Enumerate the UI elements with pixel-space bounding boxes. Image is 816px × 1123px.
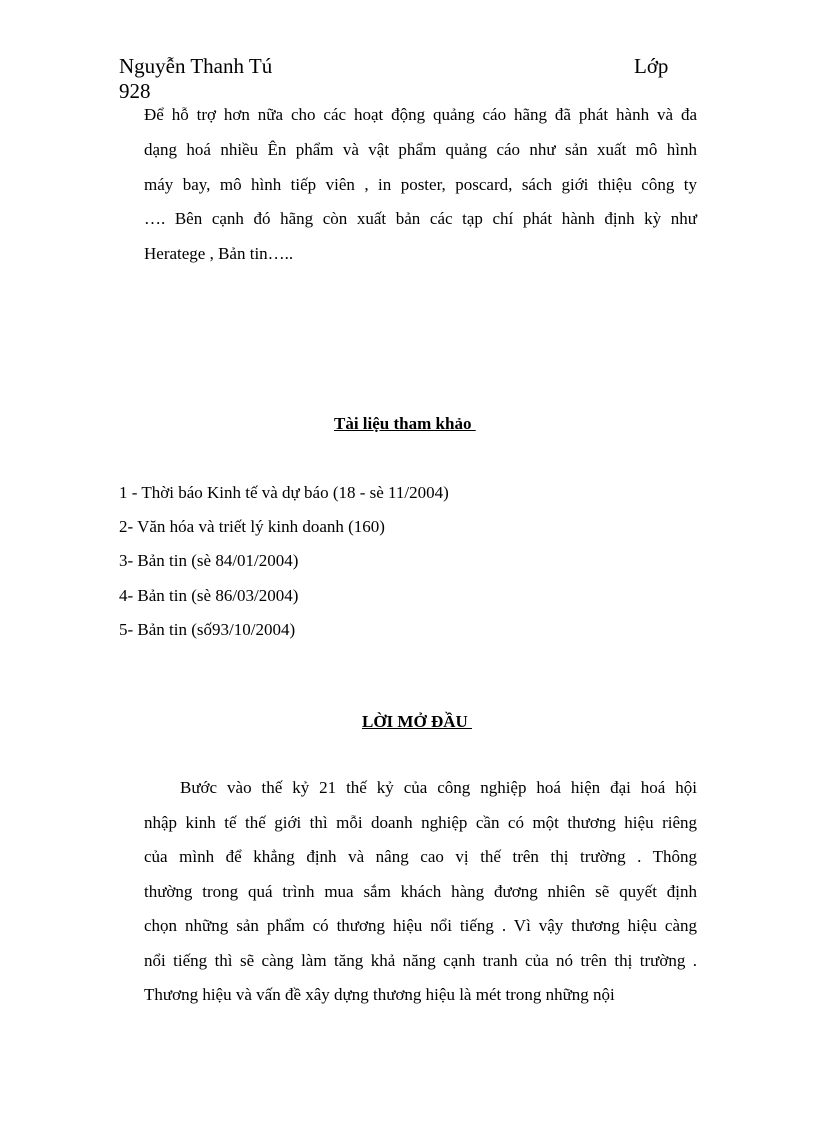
preface-heading: LỜI MỞ ĐẦU — [362, 712, 473, 731]
references-heading: Tài liệu tham khảo — [334, 414, 476, 433]
paragraph-line: Thương hiệu và vấn đề xây dựng thương hiệu là mét trong những nội — [144, 985, 615, 1004]
paragraph-line: của mình để khẳng định và nâng cao vị thế trên thị trường . Thông — [144, 847, 697, 866]
paragraph-line: …. Bên cạnh đó hãng còn xuất bản các tạp chí phát hành định kỳ như — [144, 209, 697, 228]
paragraph-line: nổi tiếng thì sẽ càng làm tăng khả năng cạnh tranh của nó trên thị trường . — [144, 951, 697, 970]
list-item: 4- Bản tin (sè 86/03/2004) — [119, 586, 299, 605]
paragraph-line: Để hỗ trợ hơn nữa cho các hoạt động quảng cáo hãng đã phát hành và đa — [144, 105, 697, 124]
list-item: 1 - Thời báo Kinh tế và dự báo (18 - sè 11/2004) — [119, 483, 449, 502]
paragraph-line: dạng hoá nhiều Ên phẩm và vật phẩm quảng cáo như sản xuất mô hình — [144, 140, 697, 159]
paragraph-line: nhập kinh tế thế giới thì mỗi doanh nghiệp cần có một thương hiệu riêng — [144, 813, 697, 832]
list-item: 3- Bản tin (sè 84/01/2004) — [119, 551, 299, 570]
paragraph-line: Heratege , Bản tin….. — [144, 244, 294, 263]
author-name: Nguyễn Thanh Tú — [119, 54, 273, 78]
class-number: 928 — [119, 79, 151, 103]
paragraph-line: thường trong quá trình mua sắm khách hàng đương nhiên sẽ quyết định — [144, 882, 697, 901]
paragraph-line: chọn những sản phẩm có thương hiệu nổi tiếng . Vì vậy thương hiệu càng — [144, 916, 697, 935]
paragraph-line: Bước vào thế kỷ 21 thế kỷ của công nghiệp hoá hiện đại hoá hội — [180, 778, 697, 797]
class-label: Lớp — [634, 54, 669, 78]
list-item: 2- Văn hóa và triết lý kinh doanh (160) — [119, 517, 385, 536]
paragraph-line: máy bay, mô hình tiếp viên , in poster, poscard, sách giới thiệu công ty — [144, 175, 697, 194]
list-item: 5- Bản tin (số93/10/2004) — [119, 620, 296, 639]
